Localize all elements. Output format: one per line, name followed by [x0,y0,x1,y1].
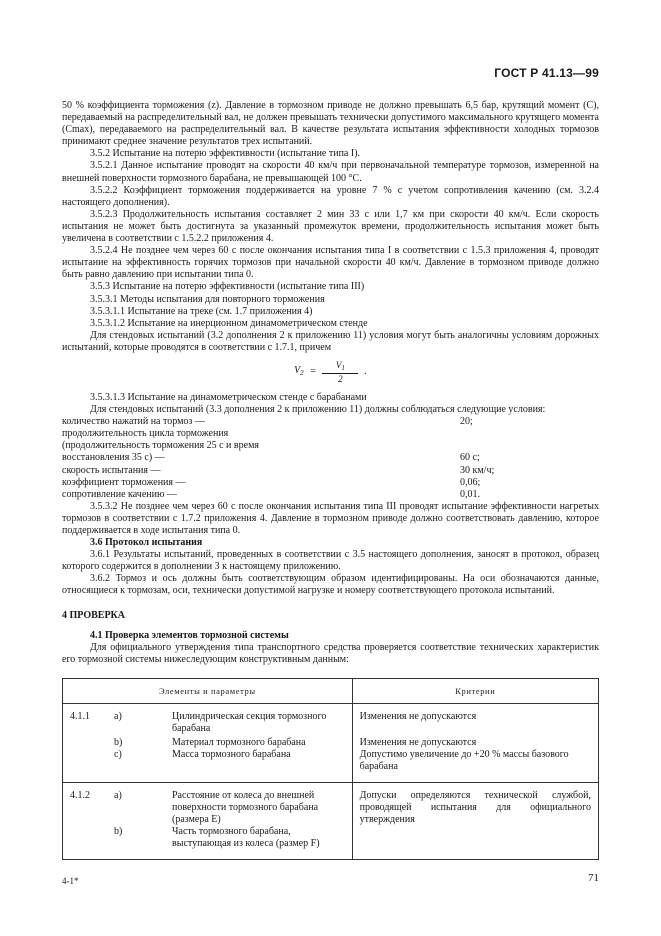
subsection-heading-4-1: 4.1 Проверка элементов тормозной системы [90,629,289,641]
paragraph-3-6-2: 3.6.2 Тормоз и ось должны быть соответствующим образом идентифицированы. На оси обозначаются данные, относящиеся к тормозам, оси, технически допустимой нагрузке и номеру соответствующего протокола испытаний. [62,573,599,597]
paragraph-3-5-2-3: 3.5.2.3 Продолжительность испытания составляет 2 мин 33 с или 1,7 км при скорости 40 км/ч. Если скорость испытания не может быть достигнута за указанный промежуток времени, продолжительность испытания может быть увеличена в соответствии с 1.5.2.2 приложения 4. [62,208,599,245]
list-item: количество нажатий на тормоз — 20; [62,416,473,428]
page-number: 71 [588,872,599,884]
paragraph-3-6-1: 3.6.1 Результаты испытаний, проведенных в соответствии с 3.5 настоящего дополнения, заносят в протокол, образец которого содержится в дополнении 3 к настоящему приложению. [62,549,599,573]
document-body [62,100,599,860]
list-item: продолжительность цикла торможения [62,428,229,440]
table-row [63,782,599,859]
table-row [63,703,599,782]
table-header-criteria: Критерии [352,678,598,703]
formula-fraction: $\frac{V_1}{2}$ [322,360,358,384]
paragraph-3-5-2-2: 3.5.2.2 Коэффициент торможения поддерживается на уровне 7 % с учетом сопротивления качению (см. 3.2.4 настоящего дополнения). [62,184,599,208]
table-header-elements: Элементы и параметры [63,678,353,703]
paragraph-3-5-3-1-2: 3.5.3.1.2 Испытание на инерционном динамометрическом стенде [90,317,368,329]
paragraph-3-6-heading: 3.6 Протокол испытания [90,537,203,549]
table-cell-criteria: Допуски определяются технической службой, проводящей испытания для официального утверждения [352,782,598,859]
paragraph-4-1-intro: Для официального утверждения типа транспортного средства проверяется соответствие технических характеристик его тормозной системы нижеследующим конструктивным данным: [62,641,599,665]
list-item: (продолжительность торможения 25 с и время [62,440,259,452]
list-item: коэффициент торможения — 0,06; [62,476,481,488]
table-cell-elements: 4.1.2 a) Расстояние от колеса до внешней поверхности тормозного барабана (размера E) b) Часть тормозного барабана, выступающая из колеса (размер F) [63,782,353,859]
paragraph-3-5-3-1: 3.5.3.1 Методы испытания для повторного торможения [90,293,325,305]
paragraph-conditions-intro: Для стендовых испытаний (3.3 дополнения 2 к приложению 11) должны соблюдаться следующие условия: [90,404,546,416]
table-cell-criteria: Изменения не допускаются Изменения не допускаются Допустимо увеличение до +20 % массы базового барабана [352,703,598,782]
list-item: восстановления 35 с) — 60 с; [62,452,480,464]
document-header: ГОСТ Р 41.13—99 [494,66,599,80]
paragraph-3-5-2-4: 3.5.2.4 Не позднее чем через 60 с после окончания испытания типа I в соответствии с 1.5.3 приложения 4, проводят испытание на эффективность горячих тормозов при начальной скорости 40 км/ч. Давление в тормозном приводе должно быть равно давлению при испытании типа 0. [62,245,599,281]
paragraph-3-5-3-1-3: 3.5.3.1.3 Испытание на динамометрическом стенде с барабанами [90,391,367,403]
table-cell-elements: 4.1.1 a) Цилиндрическая секция тормозного барабана b) Материал тормозного барабана c) Масса тормозного барабана [63,703,353,782]
formula-equals: = [309,365,317,377]
paragraph-bench-tests: Для стендовых испытаний (3.2 дополнения 2 к приложению 11) условия могут быть аналогичны условиям дорожных испытаний, которые проводятся в соответствии с 1.7.1, причем [62,329,599,353]
paragraph-3-5-3-1-1: 3.5.3.1.1 Испытание на треке (см. 1.7 приложения 4) [90,305,313,317]
paragraph-3-5-3-2: 3.5.3.2 Не позднее чем через 60 с после окончания испытания типа III проводят испытание эффективности нагретых тормозов в соответствии с 1.7.2 приложения 4. Давление в тормозном приводе должно соответствовать давлению, которое поддерживается в ходе испытания типа 0. [62,500,599,536]
paragraph-3-5-2: 3.5.2 Испытание на потерю эффективности (испытание типа I). [90,148,361,160]
list-item: скорость испытания — 30 км/ч; [62,464,495,476]
table-header-row [63,678,599,703]
paragraph-3-5-3: 3.5.3 Испытание на потерю эффективности (испытание типа III) [90,281,365,293]
formula-lhs: $V_2$ [294,364,304,377]
list-item: сопротивление качению — 0,01. [62,488,480,500]
section-heading-4: 4 ПРОВЕРКА [62,609,126,621]
criteria-table [62,678,599,860]
footer-sheet-mark: 4-1* [62,876,79,886]
paragraph-3-5-2-1: 3.5.2.1 Данное испытание проводят на скорости 40 км/ч при первоначальной температуре тормозов, измеренной на внешней поверхности тормозного барабана, не превышающей 100 °С. [62,160,599,184]
conditions-list [62,416,599,501]
paragraph-continuation: 50 % коэффициента торможения (z). Давление в тормозном приводе не должно превышать 6,5 бар, крутящий момент (C), передаваемый на распределительный вал, не должен превышать технически допустимого максимального крутящего момента (Cmax), передаваемого на распределительный вал. В качестве результата испытания эффективности холодных тормозов принимают среднее значение результатов трех испытаний. [62,100,599,148]
formula-tail: . [364,365,367,377]
formula [62,360,599,384]
